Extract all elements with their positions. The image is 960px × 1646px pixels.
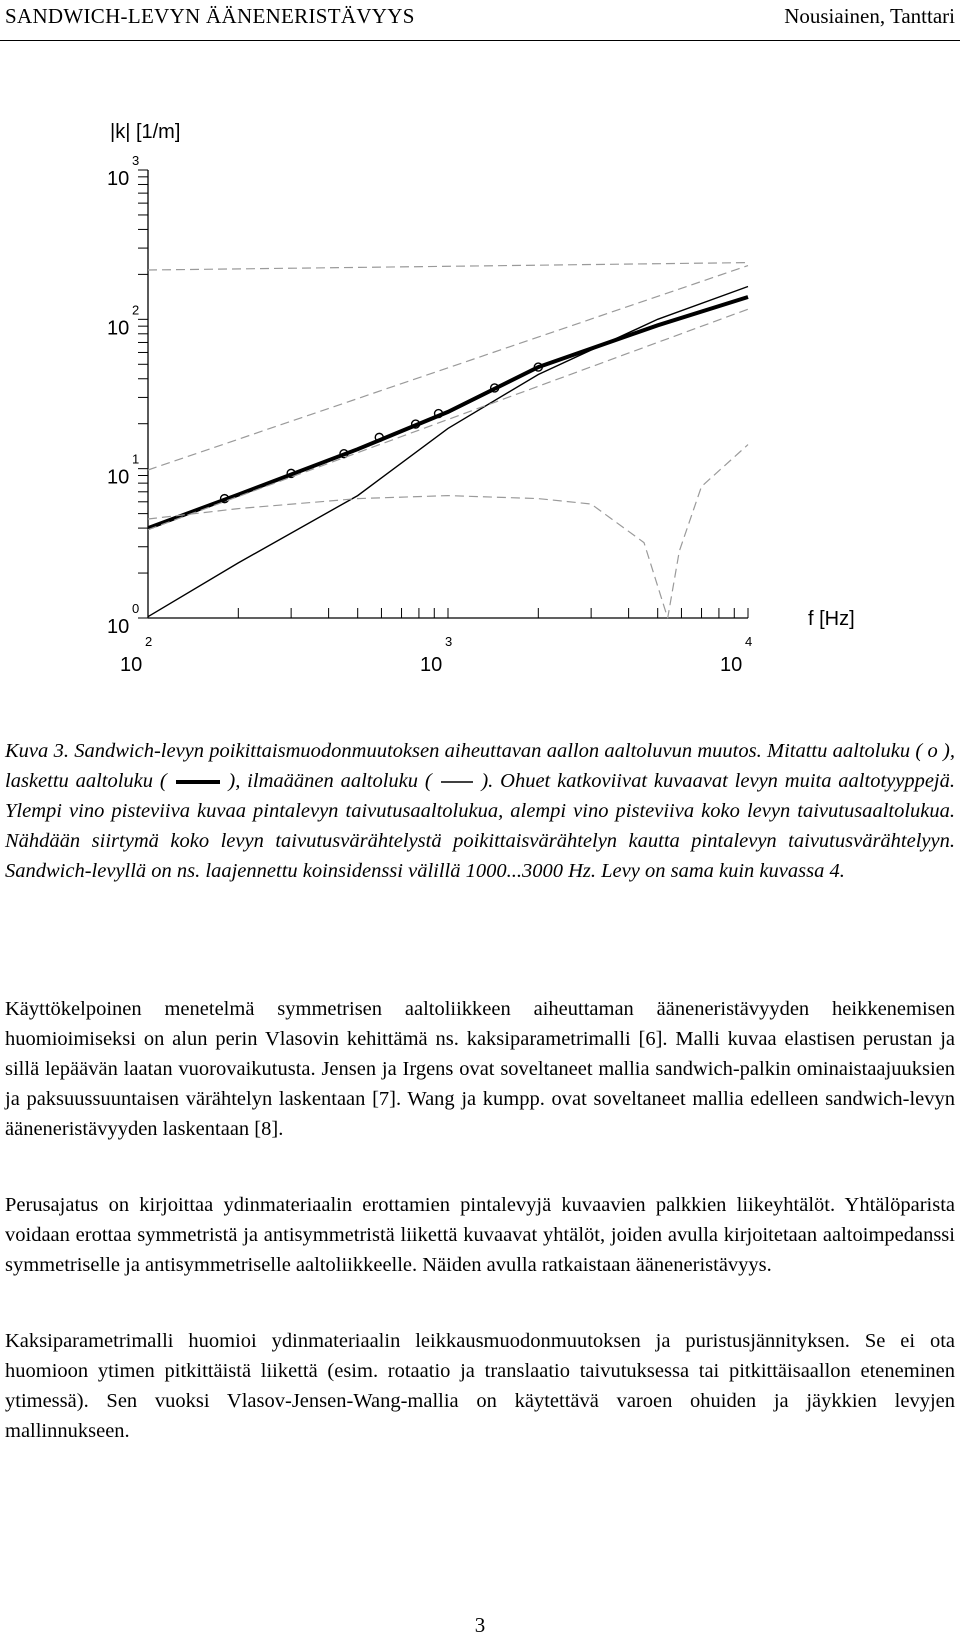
paragraph-2: Perusajatus on kirjoittaa ydinmateriaalin erottamien pintalevyjä kuvaavien palkkien liikeyhtälöt. Yhtälöparista voidaan erottaa symmetristä ja antisymmetristä liikettä kuvaavat yhtälöt, joiden avulla kirjoitetaan aaltoimpedanssi symmetriselle ja antisymmetriselle aaltoliikkeelle. Näiden avulla ratkaistaan ääneneristävyys. xyxy=(5,1194,955,1276)
series-line-thick-solid xyxy=(148,297,748,528)
series-group xyxy=(148,263,748,618)
axes xyxy=(107,153,752,676)
thick-line-legend-icon xyxy=(174,779,222,785)
caption-rest: ). Ohuet katkoviivat kuvaavat levyn muita aaltotyyppejä. Ylempi vino pisteviiva kuvaa pintalevyn taivutusaaltolukua, alempi vino pisteviiva koko levyn taivutusaaltolukua. Nähdään siirtymä koko levyn taivutusvärähtelystä poikittaisvärähtelyn kautta pintalevyn taivutusvärähtelyyn. Sandwich-levyllä on ns. laajennettu koinsidenssi välillä 1000...3000 Hz. Levy on sama kuin kuvassa 4. xyxy=(5,770,956,882)
wavenumber-chart xyxy=(0,100,960,700)
y-tick-exponent: 0 xyxy=(132,601,140,616)
thin-line-legend-icon xyxy=(439,779,475,785)
series-line-dashed xyxy=(148,263,748,270)
y-tick-exponent: 1 xyxy=(132,451,140,467)
axis-labels xyxy=(110,121,855,630)
running-title: SANDWICH-LEVYN ÄÄNENERISTÄVYYS xyxy=(5,4,415,28)
x-axis-label: f [Hz] xyxy=(808,608,855,630)
running-authors: Nousiainen, Tanttari xyxy=(784,4,955,28)
x-tick-label: 10 xyxy=(420,654,443,676)
y-tick-exponent: 3 xyxy=(132,153,140,168)
y-tick-label: 10 xyxy=(107,168,130,190)
paragraph-1: Käyttökelpoinen menetelmä symmetrisen aaltoliikkeen aiheuttaman ääneneristävyyden heikkenemisen huomioimiseksi on alun perin Vlasovin kehittämä ns. kaksiparametrimalli [6]. Malli kuvaa elastisen perustan ja sillä lepäävän laatan vuorovaikutusta. Jensen ja Irgens ovat soveltaneet mallia sandwich-palkin ominaistaajuuksien ja paksuussuuntaisen värähtelyn laskentaan [7]. Wang ja kumpp. ovat soveltaneet mallia edelleen sandwich-levyn ääneneristävyyden laskentaan [8]. xyxy=(5,998,955,1140)
header-rule xyxy=(0,40,960,41)
series-line-thin-solid xyxy=(148,287,748,617)
page-number: 3 xyxy=(474,1613,486,1637)
x-tick-exponent: 2 xyxy=(145,634,153,649)
y-tick-exponent: 2 xyxy=(132,302,140,318)
y-axis-label: |k| [1/m] xyxy=(110,121,181,143)
paragraph-3: Kaksiparametrimalli huomioi ydinmateriaalin leikkausmuodonmuutoksen ja puristusjännityksen. Se ei ota huomioon ytimen pitkittäistä liikettä (esim. rotaatio ja translaatio taivutuksessa tai pitkittäisaallon eteneminen ytimessä). Sen vuoksi Vlasov-Jensen-Wang-mallia on käytettävä varoen ohuiden ja jäykkien levyjen mallinnukseen. xyxy=(5,1330,955,1442)
y-tick-label: 10 xyxy=(107,616,130,638)
page-header xyxy=(0,0,960,44)
figure-caption xyxy=(5,736,955,886)
caption-mid: ), ilmaäänen aaltoluku ( xyxy=(228,770,432,792)
y-tick-label: 10 xyxy=(107,466,130,489)
y-tick-label: 10 xyxy=(107,317,130,340)
series-line-dashed xyxy=(148,266,748,470)
x-tick-label: 10 xyxy=(720,654,743,676)
x-tick-exponent: 3 xyxy=(445,634,453,649)
x-tick-label: 10 xyxy=(120,654,143,676)
series-line-dashed xyxy=(148,445,748,618)
caption-text: Kuva 3. Sandwich-levyn poikittaismuodonmuutoksen aiheuttavan aallon aaltoluvun muutos. Mitattu aaltoluku ( o ), laskettu aaltoluku ( xyxy=(5,740,955,792)
x-tick-exponent: 4 xyxy=(745,634,753,649)
